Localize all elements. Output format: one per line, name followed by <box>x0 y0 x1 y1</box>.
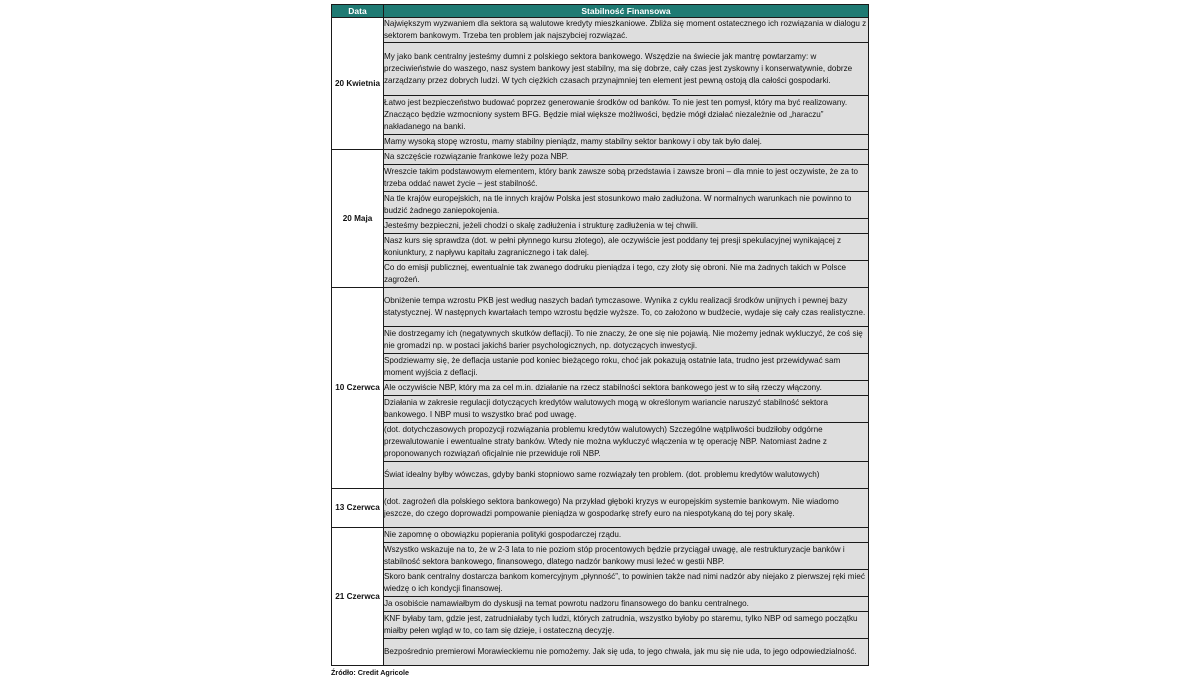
table-row <box>332 570 869 597</box>
statement-cell: Ale oczywiście NBP, który ma za cel m.in. działanie na rzecz stabilności sektora bankowego jest w to siłą rzeczy włączony. <box>384 381 869 396</box>
table-row <box>332 354 869 381</box>
table-row <box>332 43 869 96</box>
statement-cell: Największym wyzwaniem dla sektora są walutowe kredyty mieszkaniowe. Zbliża się moment ostatecznego ich rozwiązania w dialogu z sektorem bankowym. Trzeba ten problem jak najszybciej rozwiązać. <box>384 18 869 43</box>
statement-cell: Obniżenie tempa wzrostu PKB jest według naszych badań tymczasowe. Wynika z cyklu realizacji środków unijnych i pewnej bazy statystycznej. W następnych kwartałach tempo wzrostu będzie wyższe. To, co założono w budżecie, wydaje się cały czas realistyczne. <box>384 288 869 327</box>
statement-cell: Nie zapomnę o obowiązku popierania polityki gospodarczej rządu. <box>384 528 869 543</box>
statement-cell: My jako bank centralny jesteśmy dumni z polskiego sektora bankowego. Wszędzie na świecie jak mantrę powtarzamy: w przeciwieństwie do waszego, nasz system bankowy jest stabilny, ma się dobrze, cały czas jest zyskowny i konserwatywnie, dobrze zarządzany przez dobrych ludzi. W tych ciężkich czasach przynajmniej ten element jest pewną ostoją dla całości gospodarki. <box>384 43 869 96</box>
source-note: Źródło: Credit Agricole <box>331 668 409 677</box>
statement-cell: Nasz kurs się sprawdza (dot. w pełni płynnego kursu złotego), ale oczywiście jest poddany tej presji spekulacyjnej wynikającej z koniunktury, z napływu kapitału zagranicznego i tak dalej. <box>384 234 869 261</box>
table-row <box>332 96 869 135</box>
table-row <box>332 543 869 570</box>
document <box>331 4 868 677</box>
table-header-row <box>332 5 869 18</box>
statement-cell: (dot. dotychczasowych propozycji rozwiązania problemu kredytów walutowych) Szczególne wątpliwości budziłoby odgórne przewalutowanie i ewentualne straty banków. Wtedy nie można wykluczyć włączenia w tę operację NBP. Natomiast żadne z proponowanych rozwiązań oficjalnie nie przewiduje roli NBP. <box>384 423 869 462</box>
statement-cell: Świat idealny byłby wówczas, gdyby banki stopniowo same rozwiązały ten problem. (dot. problemu kredytów walutowych) <box>384 462 869 489</box>
statement-cell: Co do emisji publicznej, ewentualnie tak zwanego dodruku pieniądza i tego, czy złoty się obroni. Nie ma żadnych takich w Polsce zagrożeń. <box>384 261 869 288</box>
statement-cell: Jesteśmy bezpieczni, jeżeli chodzi o skalę zadłużenia i strukturę zadłużenia w tej chwili. <box>384 219 869 234</box>
statement-cell: Skoro bank centralny dostarcza bankom komercyjnym „płynność”, to powinien także nad nimi nadzór aby niejako z pierwszej ręki mieć wiedzę o ich kondycji finansowej. <box>384 570 869 597</box>
date-cell: 10 Czerwca <box>332 288 384 489</box>
statement-cell: Mamy wysoką stopę wzrostu, mamy stabilny pieniądz, mamy stabilny sektor bankowy i oby tak było dalej. <box>384 135 869 150</box>
table-row <box>332 612 869 639</box>
table-row <box>332 288 869 327</box>
table-row <box>332 489 869 528</box>
table-row <box>332 219 869 234</box>
date-cell: 20 Maja <box>332 150 384 288</box>
table-row <box>332 234 869 261</box>
statement-cell: Działania w zakresie regulacji dotyczących kredytów walutowych mogą w określonym wariancie naruszyć stabilność sektora bankowego. I NBP musi to wszystko brać pod uwagę. <box>384 396 869 423</box>
table-row <box>332 639 869 666</box>
statement-cell: (dot. zagrożeń dla polskiego sektora bankowego) Na przykład głęboki kryzys w europejskim systemie bankowym. Nie wiadomo jeszcze, do czego doprowadzi pompowanie pieniądza w gospodarkę strefy euro na niespotykaną do tej pory skalę. <box>384 489 869 528</box>
table-body <box>332 18 869 666</box>
statement-cell: Na szczęście rozwiązanie frankowe leży poza NBP. <box>384 150 869 165</box>
table-row <box>332 165 869 192</box>
header-date: Data <box>332 5 384 18</box>
statement-cell: Ja osobiście namawiałbym do dyskusji na temat powrotu nadzoru finansowego do banku centralnego. <box>384 597 869 612</box>
statement-cell: KNF byłaby tam, gdzie jest, zatrudniałaby tych ludzi, których zatrudnia, wszystko byłoby po staremu, tylko NBP od samego początku miałby pełen wgląd w to, co tam się dzieje, i ostateczną decyzję. <box>384 612 869 639</box>
table-row <box>332 381 869 396</box>
table-row <box>332 396 869 423</box>
table-row <box>332 597 869 612</box>
table-row <box>332 150 869 165</box>
statement-cell: Nie dostrzegamy ich (negatywnych skutków deflacji). To nie znaczy, że one się nie pojawią. Nie możemy jednak wykluczyć, że coś się nie gromadzi np. w postaci jakichś barier psychologicznych, np. dotyczących inwestycji. <box>384 327 869 354</box>
header-topic: Stabilność Finansowa <box>384 5 869 18</box>
table-row <box>332 192 869 219</box>
table-row <box>332 462 869 489</box>
table-row <box>332 261 869 288</box>
table-row <box>332 327 869 354</box>
table-row <box>332 528 869 543</box>
date-cell: 20 Kwietnia <box>332 18 384 150</box>
statement-cell: Wszystko wskazuje na to, że w 2-3 lata to nie poziom stóp procentowych będzie przyciągał uwagę, ale restrukturyzacje banków i stabilność sektora bankowego, finansowego, dlatego nadzór bankowy musi leżeć w gestii NBP. <box>384 543 869 570</box>
table-row <box>332 18 869 43</box>
date-cell: 21 Czerwca <box>332 528 384 666</box>
date-cell: 13 Czerwca <box>332 489 384 528</box>
statement-cell: Łatwo jest bezpieczeństwo budować poprzez generowanie środków od banków. To nie jest ten pomysł, który ma być realizowany. Znacząco będzie wzmocniony system BFG. Będzie miał większe możliwości, będzie mógł działać niezależnie od „haraczu” nakładanego na banki. <box>384 96 869 135</box>
statement-cell: Wreszcie takim podstawowym elementem, który bank zawsze sobą przedstawia i zawsze broni – dla mnie to jest oczywiste, że za to trzeba oddać nawet życie – jest stabilność. <box>384 165 869 192</box>
statement-cell: Na tle krajów europejskich, na tle innych krajów Polska jest stosunkowo mało zadłużona. W normalnych warunkach nie powinno to budzić żadnego zaniepokojenia. <box>384 192 869 219</box>
table-row <box>332 423 869 462</box>
financial-stability-table <box>331 4 869 666</box>
statement-cell: Bezpośrednio premierowi Morawieckiemu nie pomożemy. Jak się uda, to jego chwała, jak mu się nie uda, to jego odpowiedzialność. <box>384 639 869 666</box>
table-row <box>332 135 869 150</box>
statement-cell: Spodziewamy się, że deflacja ustanie pod koniec bieżącego roku, choć jak pokazują ostatnie lata, trudno jest przewidywać sam moment wyjścia z deflacji. <box>384 354 869 381</box>
